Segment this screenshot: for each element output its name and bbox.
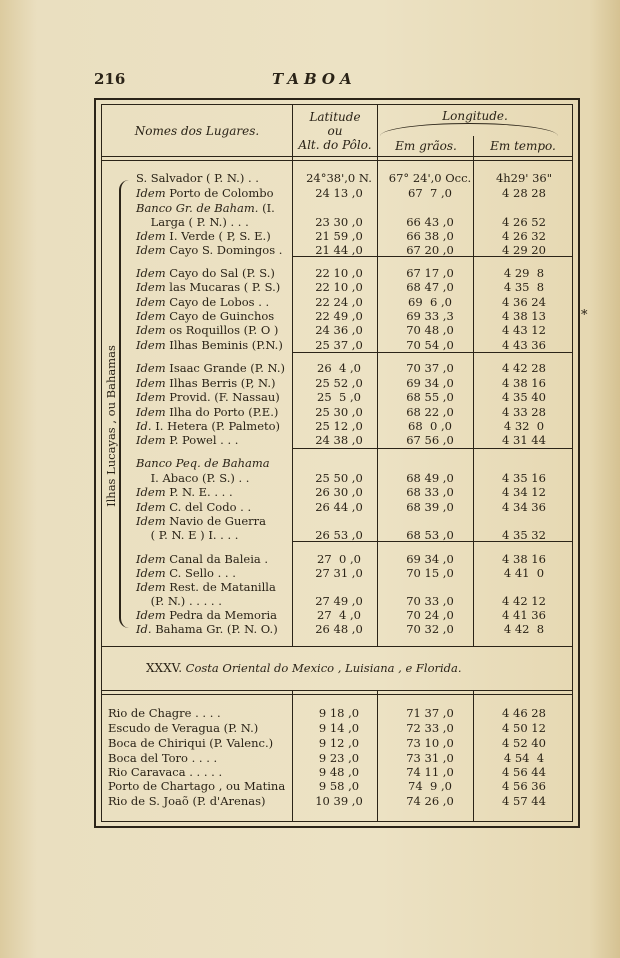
place-name bbox=[136, 295, 269, 309]
place-prefix: Idem bbox=[136, 608, 166, 622]
place-prefix: Idem bbox=[136, 566, 166, 580]
table-row bbox=[102, 309, 572, 324]
place-prefix: Idem bbox=[136, 338, 166, 352]
place-text: Rio Caravaca . . . . . bbox=[108, 765, 223, 779]
longitude-time-value: 4 42 12 bbox=[502, 594, 546, 608]
place-text: Cayo de Guinchos bbox=[165, 309, 275, 323]
place-name bbox=[108, 779, 285, 793]
longitude-degrees-value: 68 0 ,0 bbox=[408, 419, 452, 433]
latitude-value: 22 24 ,0 bbox=[315, 295, 363, 309]
place-name bbox=[108, 736, 273, 750]
place-prefix: Id. bbox=[136, 622, 152, 636]
longitude-degrees-value: 72 33 ,0 bbox=[406, 721, 454, 735]
place-prefix: Idem bbox=[136, 390, 166, 404]
longitude-time-value: 4 41 0 bbox=[503, 566, 545, 580]
section-number: XXXV. bbox=[146, 661, 183, 675]
place-prefix: Idem bbox=[136, 243, 166, 257]
table-row bbox=[102, 171, 572, 186]
place-text: S. Salvador ( P. N.) . . bbox=[136, 171, 259, 185]
latitude-value: 24 13 ,0 bbox=[315, 186, 363, 200]
place-text: Rest. de Matanilla bbox=[165, 580, 276, 594]
place-text: I. Hetera (P. Palmeto) bbox=[151, 419, 281, 433]
place-text: Provid. (F. Nassau) bbox=[165, 390, 280, 404]
place-prefix: Idem bbox=[136, 500, 166, 514]
place-name bbox=[108, 794, 265, 808]
longitude-time-value: 4 41 36 bbox=[502, 608, 546, 622]
table-row bbox=[102, 186, 572, 201]
longitude-degrees-value: 69 34 ,0 bbox=[406, 376, 454, 390]
longitude-degrees-value: 74 11 ,0 bbox=[406, 765, 454, 779]
table-row bbox=[102, 456, 572, 471]
latitude-value: 9 23 ,0 bbox=[318, 751, 360, 765]
place-prefix: Idem bbox=[136, 580, 166, 594]
table-row bbox=[102, 201, 572, 216]
place-name bbox=[136, 608, 277, 622]
section-rule bbox=[101, 646, 573, 647]
latitude-value: 24 36 ,0 bbox=[315, 323, 363, 337]
table-row bbox=[102, 594, 572, 609]
latitude-value: 22 10 ,0 bbox=[315, 266, 363, 280]
longitude-degrees-value: 73 31 ,0 bbox=[406, 751, 454, 765]
table-row bbox=[102, 280, 572, 295]
place-text: Pedra da Memoria bbox=[165, 608, 277, 622]
longitude-degrees-value: 71 37 ,0 bbox=[406, 706, 454, 720]
latitude-value: 25 50 ,0 bbox=[315, 471, 363, 485]
longitude-time-value: 4 34 12 bbox=[502, 485, 546, 499]
longitude-degrees-value: 70 33 ,0 bbox=[406, 594, 454, 608]
longitude-time-value: 4 38 13 bbox=[502, 309, 546, 323]
place-prefix: Idem bbox=[136, 552, 166, 566]
longitude-time-value: 4 34 36 bbox=[502, 500, 546, 514]
table-row bbox=[102, 751, 572, 766]
longitude-time-value: 4 36 24 bbox=[502, 295, 546, 309]
longitude-degrees-value: 67° 24',0 Occ. bbox=[388, 171, 472, 185]
group-rule bbox=[292, 448, 573, 449]
table-row bbox=[102, 266, 572, 281]
table-row bbox=[102, 433, 572, 448]
latitude-value: 22 10 ,0 bbox=[315, 280, 363, 294]
longitude-time-value: 4 31 44 bbox=[502, 433, 546, 447]
longitude-degrees-value: 68 47 ,0 bbox=[406, 280, 454, 294]
header-rule bbox=[101, 160, 573, 161]
place-text: C. Sello . . . bbox=[165, 566, 236, 580]
place-prefix: Banco Peq. de Bahama bbox=[136, 456, 270, 470]
latitude-value: 26 30 ,0 bbox=[315, 485, 363, 499]
place-name bbox=[136, 471, 249, 485]
place-name bbox=[136, 390, 280, 404]
place-prefix: Id. bbox=[136, 419, 152, 433]
longitude-degrees-value: 69 33 ,3 bbox=[406, 309, 454, 323]
header-latitude-2: ou bbox=[327, 124, 343, 138]
latitude-value: 26 44 ,0 bbox=[315, 500, 363, 514]
place-name bbox=[108, 765, 222, 779]
place-name bbox=[136, 171, 259, 185]
place-name bbox=[136, 594, 222, 608]
table-row bbox=[102, 608, 572, 623]
longitude-time-value: 4 26 32 bbox=[502, 229, 546, 243]
table-row bbox=[102, 566, 572, 581]
longitude-time-value: 4 35 16 bbox=[502, 471, 546, 485]
place-text: Cayo de Lobos . . bbox=[165, 295, 270, 309]
table-row bbox=[102, 376, 572, 391]
longitude-degrees-value: 70 24 ,0 bbox=[406, 608, 454, 622]
place-prefix: Idem bbox=[136, 186, 166, 200]
latitude-value: 22 49 ,0 bbox=[315, 309, 363, 323]
place-name bbox=[136, 552, 268, 566]
longitude-time-value: 4 43 36 bbox=[502, 338, 546, 352]
running-head: TABOA bbox=[272, 70, 357, 88]
place-prefix: Idem bbox=[136, 405, 166, 419]
place-text: Rio de S. Joaõ (P. d'Arenas) bbox=[108, 794, 266, 808]
latitude-value: 27 4 ,0 bbox=[317, 608, 361, 622]
longitude-degrees-value: 74 26 ,0 bbox=[406, 794, 454, 808]
table-row bbox=[102, 779, 572, 794]
place-text: Cayo S. Domingos . bbox=[165, 243, 283, 257]
longitude-time-value: 4 42 8 bbox=[503, 622, 545, 636]
longitude-time-value: 4 52 40 bbox=[502, 736, 546, 750]
place-name bbox=[136, 323, 278, 337]
latitude-value: 25 37 ,0 bbox=[315, 338, 363, 352]
table-row bbox=[102, 721, 572, 736]
table-row bbox=[102, 622, 572, 637]
table-row bbox=[102, 338, 572, 353]
longitude-time-value: 4 35 8 bbox=[503, 280, 545, 294]
longitude-time-value: 4 56 36 bbox=[502, 779, 546, 793]
longitude-time-value: 4 35 40 bbox=[502, 390, 546, 404]
place-text: Porto de Chartago , ou Matina bbox=[108, 779, 286, 793]
table-row bbox=[102, 390, 572, 405]
place-name bbox=[136, 528, 238, 542]
longitude-time-value: 4 29 20 bbox=[502, 243, 546, 257]
place-prefix: Idem bbox=[136, 295, 166, 309]
place-text: Boca de Chiriqui (P. Valenc.) bbox=[108, 736, 274, 750]
longitude-degrees-value: 70 15 ,0 bbox=[406, 566, 454, 580]
place-name bbox=[136, 622, 278, 636]
longitude-time-value: 4 43 12 bbox=[502, 323, 546, 337]
longitude-time-value: 4 38 16 bbox=[502, 552, 546, 566]
place-prefix: Idem bbox=[136, 514, 166, 528]
page-number: 216 bbox=[94, 70, 126, 88]
place-name bbox=[136, 215, 249, 229]
table-row bbox=[102, 229, 572, 244]
header-latitude-3: Alt. do Pôlo. bbox=[298, 138, 372, 152]
table-row bbox=[102, 405, 572, 420]
latitude-value: 9 58 ,0 bbox=[318, 779, 360, 793]
latitude-value: 25 52 ,0 bbox=[315, 376, 363, 390]
place-prefix: Idem bbox=[136, 266, 166, 280]
place-name bbox=[136, 201, 275, 215]
place-text: Canal da Baleia . bbox=[165, 552, 269, 566]
latitude-value: 27 31 ,0 bbox=[315, 566, 363, 580]
latitude-value: 24 38 ,0 bbox=[315, 433, 363, 447]
header-degrees: Em grãos. bbox=[395, 139, 457, 153]
longitude-degrees-value: 66 43 ,0 bbox=[406, 215, 454, 229]
place-name bbox=[108, 721, 258, 735]
place-name bbox=[136, 500, 251, 514]
longitude-degrees-value: 68 22 ,0 bbox=[406, 405, 454, 419]
section-rule bbox=[101, 694, 573, 695]
latitude-value: 25 5 ,0 bbox=[317, 390, 361, 404]
longitude-time-value: 4 28 28 bbox=[502, 186, 546, 200]
place-text: Rio de Chagre . . . . bbox=[108, 706, 221, 720]
place-name bbox=[136, 405, 278, 419]
table-row bbox=[102, 295, 572, 310]
header-latitude-1: Latitude bbox=[309, 110, 361, 124]
table-row bbox=[102, 765, 572, 780]
header-rule bbox=[101, 156, 573, 157]
place-text: C. del Codo . . bbox=[165, 500, 252, 514]
place-text: Escudo de Veragua (P. N.) bbox=[108, 721, 259, 735]
longitude-time-value: 4 32 0 bbox=[503, 419, 545, 433]
table-row bbox=[102, 243, 572, 258]
place-text: P. N. E. . . . bbox=[165, 485, 233, 499]
header-longitude: Longitude. bbox=[442, 109, 508, 123]
place-text: Ilha do Porto (P.E.) bbox=[165, 405, 279, 419]
longitude-degrees-value: 67 56 ,0 bbox=[406, 433, 454, 447]
latitude-value: 25 30 ,0 bbox=[315, 405, 363, 419]
place-name bbox=[136, 514, 266, 528]
longitude-degrees-value: 70 37 ,0 bbox=[406, 361, 454, 375]
place-prefix: Idem bbox=[136, 280, 166, 294]
longitude-degrees-value: 73 10 ,0 bbox=[406, 736, 454, 750]
longitude-time-value: 4 38 16 bbox=[502, 376, 546, 390]
longitude-degrees-value: 68 49 ,0 bbox=[406, 471, 454, 485]
section-name: Costa Oriental do Mexico , Luisiana , e Florida. bbox=[182, 661, 462, 675]
latitude-value: 9 18 ,0 bbox=[318, 706, 360, 720]
longitude-degrees-value: 69 6 ,0 bbox=[408, 295, 452, 309]
longitude-degrees-value: 68 55 ,0 bbox=[406, 390, 454, 404]
longitude-time-value: 4 42 28 bbox=[502, 361, 546, 375]
place-prefix: Idem bbox=[136, 433, 166, 447]
place-prefix: Banco Gr. de Baham. bbox=[136, 201, 259, 215]
header-time: Em tempo. bbox=[490, 139, 556, 153]
place-prefix: Idem bbox=[136, 485, 166, 499]
table-row bbox=[102, 500, 572, 515]
place-text: Porto de Colombo bbox=[165, 186, 274, 200]
place-name bbox=[136, 229, 271, 243]
place-text: (I. bbox=[258, 201, 275, 215]
place-text: Boca del Toro . . . . bbox=[108, 751, 218, 765]
longitude-degrees-value: 70 54 ,0 bbox=[406, 338, 454, 352]
place-text: ( P. N. E ) I. . . . bbox=[136, 528, 239, 542]
place-name bbox=[108, 751, 217, 765]
place-text: I. Abaco (P. S.) . . bbox=[136, 471, 250, 485]
longitude-time-value: 4 54 4 bbox=[503, 751, 545, 765]
section-rule bbox=[101, 690, 573, 691]
longitude-time-value: 4 33 28 bbox=[502, 405, 546, 419]
place-text: (P. N.) . . . . . bbox=[136, 594, 222, 608]
place-text: P. Powel . . . bbox=[165, 433, 239, 447]
place-text: Navio de Guerra bbox=[165, 514, 267, 528]
table-row bbox=[102, 514, 572, 529]
place-name bbox=[136, 338, 283, 352]
latitude-value: 26 48 ,0 bbox=[315, 622, 363, 636]
latitude-value: 9 12 ,0 bbox=[318, 736, 360, 750]
table-row bbox=[102, 485, 572, 500]
table-row bbox=[102, 706, 572, 721]
place-prefix: Idem bbox=[136, 376, 166, 390]
place-text: Ilhas Berris (P, N.) bbox=[165, 376, 276, 390]
place-name bbox=[136, 361, 285, 375]
place-name bbox=[136, 309, 274, 323]
longitude-degrees-value: 74 9 ,0 bbox=[408, 779, 452, 793]
place-prefix: Idem bbox=[136, 361, 166, 375]
header-places: Nomes dos Lugares. bbox=[134, 124, 260, 138]
place-name bbox=[136, 419, 280, 433]
latitude-value: 25 12 ,0 bbox=[315, 419, 363, 433]
place-name bbox=[136, 566, 236, 580]
latitude-value: 24°38',0 N. bbox=[306, 171, 372, 185]
table-row bbox=[102, 215, 572, 230]
latitude-value: 21 44 ,0 bbox=[315, 243, 363, 257]
longitude-degrees-value: 67 7 ,0 bbox=[408, 186, 452, 200]
longitude-degrees-value: 70 32 ,0 bbox=[406, 622, 454, 636]
table-row bbox=[102, 794, 572, 809]
place-text: Isaac Grande (P. N.) bbox=[165, 361, 285, 375]
longitude-degrees-value: 70 48 ,0 bbox=[406, 323, 454, 337]
table-row bbox=[102, 580, 572, 595]
longitude-time-value: 4 29 8 bbox=[503, 266, 545, 280]
longitude-time-value: 4 26 52 bbox=[502, 215, 546, 229]
place-name bbox=[136, 485, 233, 499]
place-name bbox=[136, 186, 274, 200]
table-row bbox=[102, 419, 572, 434]
table-row bbox=[102, 736, 572, 751]
latitude-value: 9 14 ,0 bbox=[318, 721, 360, 735]
table-row bbox=[102, 471, 572, 486]
latitude-value: 26 53 ,0 bbox=[315, 528, 363, 542]
longitude-time-value: 4 46 28 bbox=[502, 706, 546, 720]
longitude-degrees-value: 69 34 ,0 bbox=[406, 552, 454, 566]
star-mark: * bbox=[581, 308, 588, 323]
longitude-degrees-value: 66 38 ,0 bbox=[406, 229, 454, 243]
longitude-degrees-value: 68 39 ,0 bbox=[406, 500, 454, 514]
latitude-value: 23 30 ,0 bbox=[315, 215, 363, 229]
longitude-degrees-value: 67 20 ,0 bbox=[406, 243, 454, 257]
longitude-time-value: 4 35 32 bbox=[502, 528, 546, 542]
place-text: Cayo do Sal (P. S.) bbox=[165, 266, 275, 280]
latitude-value: 27 49 ,0 bbox=[315, 594, 363, 608]
section-title bbox=[146, 661, 462, 675]
latitude-value: 27 0 ,0 bbox=[317, 552, 361, 566]
place-name bbox=[136, 580, 276, 594]
latitude-value: 9 48 ,0 bbox=[318, 765, 360, 779]
place-name bbox=[136, 243, 282, 257]
longitude-time-value: 4 50 12 bbox=[502, 721, 546, 735]
place-text: Bahama Gr. (P. N. O.) bbox=[151, 622, 278, 636]
place-text: Ilhas Beminis (P.N.) bbox=[165, 338, 283, 352]
place-prefix: Idem bbox=[136, 229, 166, 243]
table-row bbox=[102, 528, 572, 543]
place-text: os Roquillos (P. O ) bbox=[165, 323, 279, 337]
table-row bbox=[102, 552, 572, 567]
place-text: Larga ( P. N.) . . . bbox=[136, 215, 249, 229]
table-row bbox=[102, 361, 572, 376]
longitude-degrees-value: 68 53 ,0 bbox=[406, 528, 454, 542]
place-name bbox=[108, 706, 221, 720]
latitude-value: 21 59 ,0 bbox=[315, 229, 363, 243]
place-name bbox=[136, 433, 238, 447]
side-label: Ilhas Lucayas , ou Bahamas bbox=[104, 345, 118, 507]
place-prefix: Idem bbox=[136, 309, 166, 323]
place-name bbox=[136, 456, 270, 470]
longitude-time-value: 4h29' 36" bbox=[495, 171, 553, 185]
place-text: las Mucaras ( P. S.) bbox=[165, 280, 281, 294]
place-prefix: Idem bbox=[136, 323, 166, 337]
longitude-time-value: 4 57 44 bbox=[502, 794, 546, 808]
place-name bbox=[136, 376, 275, 390]
place-text: I. Verde ( P, S. E.) bbox=[165, 229, 271, 243]
longitude-degrees-value: 67 17 ,0 bbox=[406, 266, 454, 280]
place-name bbox=[136, 280, 280, 294]
place-name bbox=[136, 266, 275, 280]
longitude-degrees-value: 68 33 ,0 bbox=[406, 485, 454, 499]
longitude-time-value: 4 56 44 bbox=[502, 765, 546, 779]
latitude-value: 26 4 ,0 bbox=[317, 361, 361, 375]
table-row bbox=[102, 323, 572, 338]
latitude-value: 10 39 ,0 bbox=[315, 794, 363, 808]
